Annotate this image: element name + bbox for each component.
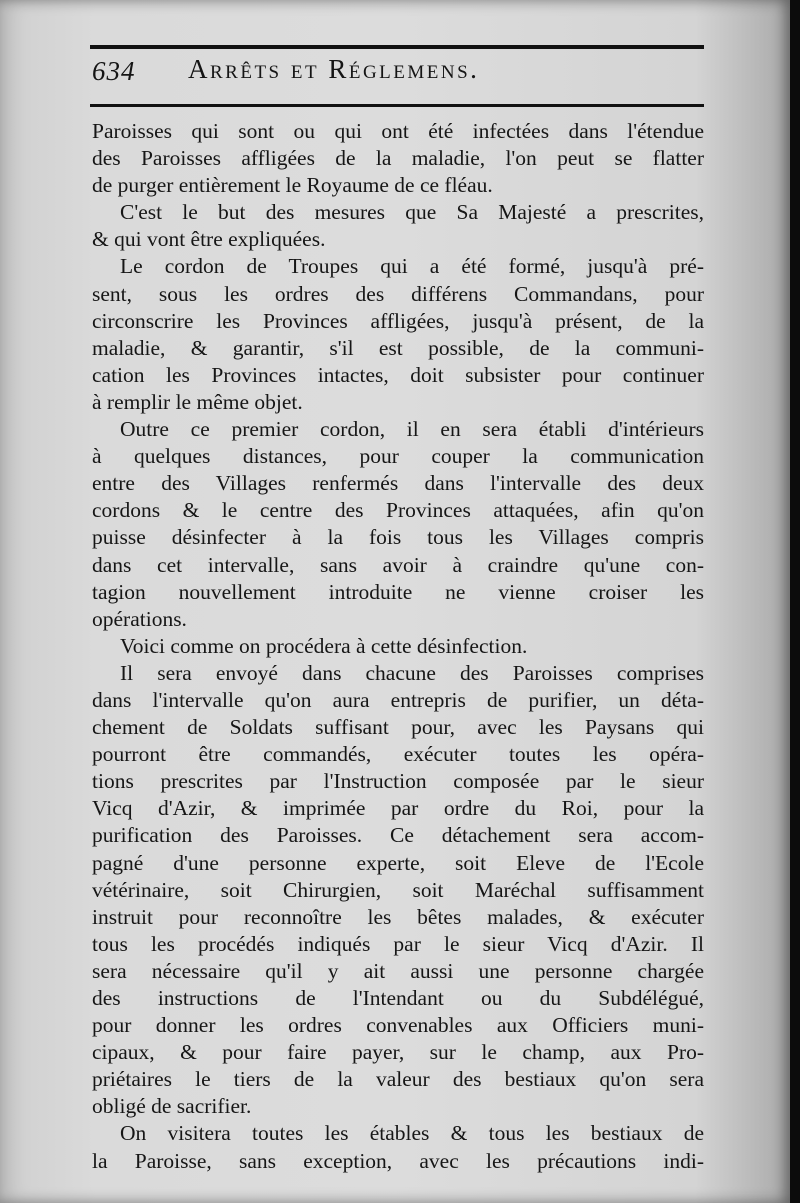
text-line: pourront être commandés, exécuter toutes les opéra- xyxy=(92,742,704,767)
text-line: sera nécessaire qu'il y ait aussi une personne chargée xyxy=(92,958,704,983)
header-bottom-rule xyxy=(90,104,704,107)
text-line: Le cordon de Troupes qui a été formé, jusqu'à pré- xyxy=(120,254,704,279)
text-line: instruit pour reconnoître les bêtes malades, & exécuter xyxy=(92,904,704,929)
text-line: la Paroisse, sans exception, avec les précautions indi- xyxy=(92,1148,704,1173)
text-line: On visitera toutes les étables & tous les bestiaux de xyxy=(120,1121,704,1146)
text-line: & qui vont être expliquées. xyxy=(92,227,326,252)
text-line: dans cet intervalle, sans avoir à craindre qu'une con- xyxy=(92,552,704,577)
text-line: des Paroisses affligées de la maladie, l'on peut se flatter xyxy=(92,146,704,171)
text-line: cordons & le centre des Provinces attaquées, afin qu'on xyxy=(92,498,704,523)
text-line: Vicq d'Azir, & imprimée par ordre du Roi, pour la xyxy=(92,796,704,821)
text-line: circonscrire les Provinces affligées, jusqu'à présent, de la xyxy=(92,308,704,333)
text-line: à quelques distances, pour couper la communication xyxy=(92,444,704,469)
text-line: purification des Paroisses. Ce détachement sera accom- xyxy=(92,823,704,848)
page-header xyxy=(92,52,706,100)
header-top-rule xyxy=(90,45,704,49)
text-line: priétaires le tiers de la valeur des bestiaux qu'on sera xyxy=(92,1067,704,1092)
text-line: entre des Villages renfermés dans l'intervalle des deux xyxy=(92,471,704,496)
text-line: Paroisses qui sont ou qui ont été infectées dans l'étendue xyxy=(92,119,704,143)
text-line: pour donner les ordres convenables aux Officiers muni- xyxy=(92,1013,704,1038)
text-line: tions prescrites par l'Instruction composée par le sieur xyxy=(92,769,704,794)
text-line: chement de Soldats suffisant pour, avec les Paysans qui xyxy=(92,715,704,740)
text-line: puisse désinfecter à la fois tous les Villages compris xyxy=(92,525,704,550)
text-line: cation les Provinces intactes, doit subsister pour continuer xyxy=(92,362,704,387)
page-number: 634 xyxy=(92,56,136,86)
text-line: des instructions de l'Intendant ou du Subdélégué, xyxy=(92,986,704,1010)
text-line: cipaux, & pour faire payer, sur le champ, aux Pro- xyxy=(92,1040,704,1065)
text-line: Voici comme on procédera à cette désinfection. xyxy=(120,633,528,658)
text-line: Il sera envoyé dans chacune des Paroisses comprises xyxy=(120,660,704,685)
text-line: dans l'intervalle qu'on aura entrepris de purifier, un déta- xyxy=(92,687,704,712)
text-line: Outre ce premier cordon, il en sera établi d'intérieurs xyxy=(120,417,704,442)
text-line: opérations. xyxy=(92,606,187,631)
text-line: C'est le but des mesures que Sa Majesté a prescrites, xyxy=(120,200,704,225)
text-line: obligé de sacrifier. xyxy=(92,1094,252,1119)
text-line: tagion nouvellement introduite ne vienne croiser les xyxy=(92,579,704,604)
text-line: vétérinaire, soit Chirurgien, soit Maréchal suffisamment xyxy=(92,877,704,902)
text-line: de purger entièrement le Royaume de ce fléau. xyxy=(92,173,493,198)
text-line: maladie, & garantir, s'il est possible, de la communi- xyxy=(92,335,704,360)
running-title: Arrêts et Réglemens. xyxy=(188,54,480,84)
body-text xyxy=(92,118,704,1175)
text-line: tous les procédés indiqués par le sieur Vicq d'Azir. Il xyxy=(92,931,704,956)
text-line: sent, sous les ordres des différens Commandans, pour xyxy=(92,281,704,306)
text-line: à remplir le même objet. xyxy=(92,389,303,414)
text-line: pagné d'une personne experte, soit Eleve de l'Ecole xyxy=(92,850,704,875)
page-edge-shadow xyxy=(790,0,800,1203)
